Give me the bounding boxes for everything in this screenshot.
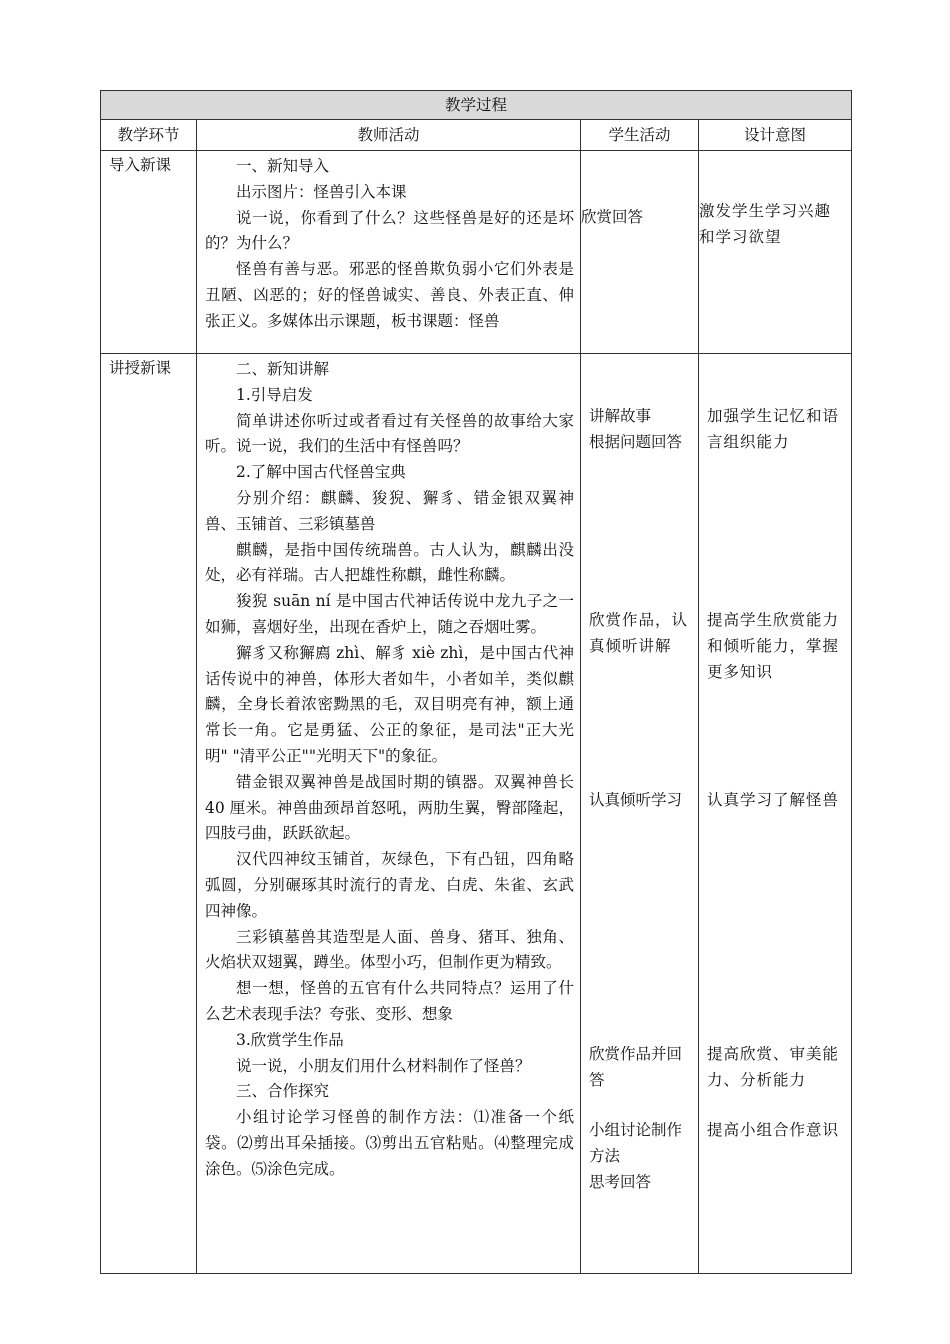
header-stage: 教学环节 — [101, 120, 197, 151]
table-title: 教学过程 — [101, 91, 852, 120]
header-student-activity: 学生活动 — [581, 120, 699, 151]
teacher-text: 简单讲述你听过或者看过有关怪兽的故事给大家听。说一说，我们的生活中有怪兽吗？ — [205, 411, 574, 456]
table-row — [101, 354, 852, 1274]
teacher-text: 麒麟，是指中国传统瑞兽。古人认为，麒麟出没处，必有祥瑞。古人把雄性称麒，雌性称麟。 — [205, 540, 574, 585]
teacher-text: 1.引导启发 — [236, 385, 313, 404]
student-text: 欣赏作品并回答 — [589, 1045, 683, 1089]
teacher-text: 怪兽有善与恶。邪恶的怪兽欺负弱小它们外表是丑陋、凶恶的；好的怪兽诚实、善良、外表正直、伸张正义。多媒体出示课题，板书课题：怪兽 — [205, 260, 574, 330]
teacher-text: 说一说，小朋友们用什么材料制作了怪兽？ — [236, 1056, 531, 1075]
teacher-activity-cell — [197, 151, 581, 354]
teacher-text: 错金银双翼神兽是战国时期的镇器。双翼神兽长 40 厘米。神兽曲颈昂首怒吼，两肋生翼，臀部隆起，四肢弓曲，跃跃欲起。 — [205, 772, 574, 843]
teacher-text: 三彩镇墓兽其造型是人面、兽身、猪耳、独角、火焰状双翅翼，蹲坐。体型小巧，但制作更为精致。 — [205, 927, 574, 972]
header-teacher-activity: 教师活动 — [197, 120, 581, 151]
design-text: 提高小组合作意识 — [707, 1121, 840, 1139]
table-row — [101, 151, 852, 354]
design-intent-cell — [699, 354, 852, 1274]
student-line: 根据问题回答 — [589, 432, 683, 451]
student-activity-cell — [581, 151, 699, 354]
teacher-text: 2.了解中国古代怪兽宝典 — [236, 463, 406, 482]
design-text: 加强学生记忆和语言组织能力 — [707, 407, 840, 451]
stage-cell: 导入新课 — [101, 151, 197, 354]
teacher-text: 小组讨论学习怪兽的制作方法：⑴准备一个纸袋。⑵剪出耳朵插接。⑶剪出五官粘贴。⑷整理完成涂色。⑸涂色完成。 — [205, 1108, 574, 1178]
teacher-text: 汉代四神纹玉铺首，灰绿色，下有凸钮，四角略弧圆，分别碾琢其时流行的青龙、白虎、朱雀、玄武四神像。 — [205, 850, 574, 920]
header-design-intent: 设计意图 — [699, 120, 852, 151]
teaching-process-table — [100, 90, 852, 1274]
header-row — [101, 120, 852, 151]
teacher-text: 说一说，你看到了什么？这些怪兽是好的还是坏的？为什么？ — [205, 208, 574, 253]
teacher-text: 3.欣赏学生作品 — [236, 1030, 344, 1049]
teacher-text: 獬豸又称獬廌 zhì、解豸 xiè zhì，是中国古代神话传说中的神兽，体形大者如牛，小者如羊，类似麒麟，全身长着浓密黝黑的毛，双目明亮有神，额上通常长一角。它是勇猛、公正的象征，是司法"正大光明" "清平公正""光明天下"的象征。 — [205, 643, 574, 765]
teacher-text: 想一想，怪兽的五官有什么共同特点？运用了什么艺术表现手法？夸张、变形、想象 — [205, 979, 574, 1023]
design-text: 激发学生学习兴趣和学习欲望 — [699, 202, 832, 246]
design-text: 提高欣赏、审美能力、分析能力 — [707, 1045, 840, 1089]
student-text: 认真倾听学习 — [589, 791, 683, 809]
teacher-activity-cell — [197, 354, 581, 1274]
teacher-text: 出示图片：怪兽引入本课 — [236, 182, 407, 201]
design-text: 认真学习了解怪兽 — [707, 791, 840, 809]
teacher-text: 分别介绍：麒麟、狻猊、獬豸、错金银双翼神兽、玉铺首、三彩镇墓兽 — [205, 488, 574, 533]
stage-cell: 讲授新课 — [101, 354, 197, 1274]
design-text: 提高学生欣赏能力和倾听能力，掌握更多知识 — [707, 611, 840, 681]
student-text: 欣赏作品，认真倾听讲解 — [589, 611, 689, 655]
student-text: 欣赏回答 — [581, 208, 644, 226]
student-line: 讲解故事 — [589, 407, 652, 425]
design-intent-cell — [699, 151, 852, 354]
student-text — [589, 404, 692, 456]
teacher-text: 狻猊 suān ní 是中国古代神话传说中龙九子之一如狮，喜烟好坐，出现在香炉上，随之吞烟吐雾。 — [205, 592, 574, 636]
teacher-text: 二、新知讲解 — [236, 360, 330, 378]
teacher-text: 三、合作探究 — [236, 1082, 330, 1101]
student-line: 小组讨论制作方法 — [589, 1121, 683, 1165]
student-activity-cell — [581, 354, 699, 1274]
student-line: 思考回答 — [589, 1172, 652, 1191]
teacher-text: 一、新知导入 — [236, 157, 330, 175]
student-text — [589, 1118, 692, 1195]
